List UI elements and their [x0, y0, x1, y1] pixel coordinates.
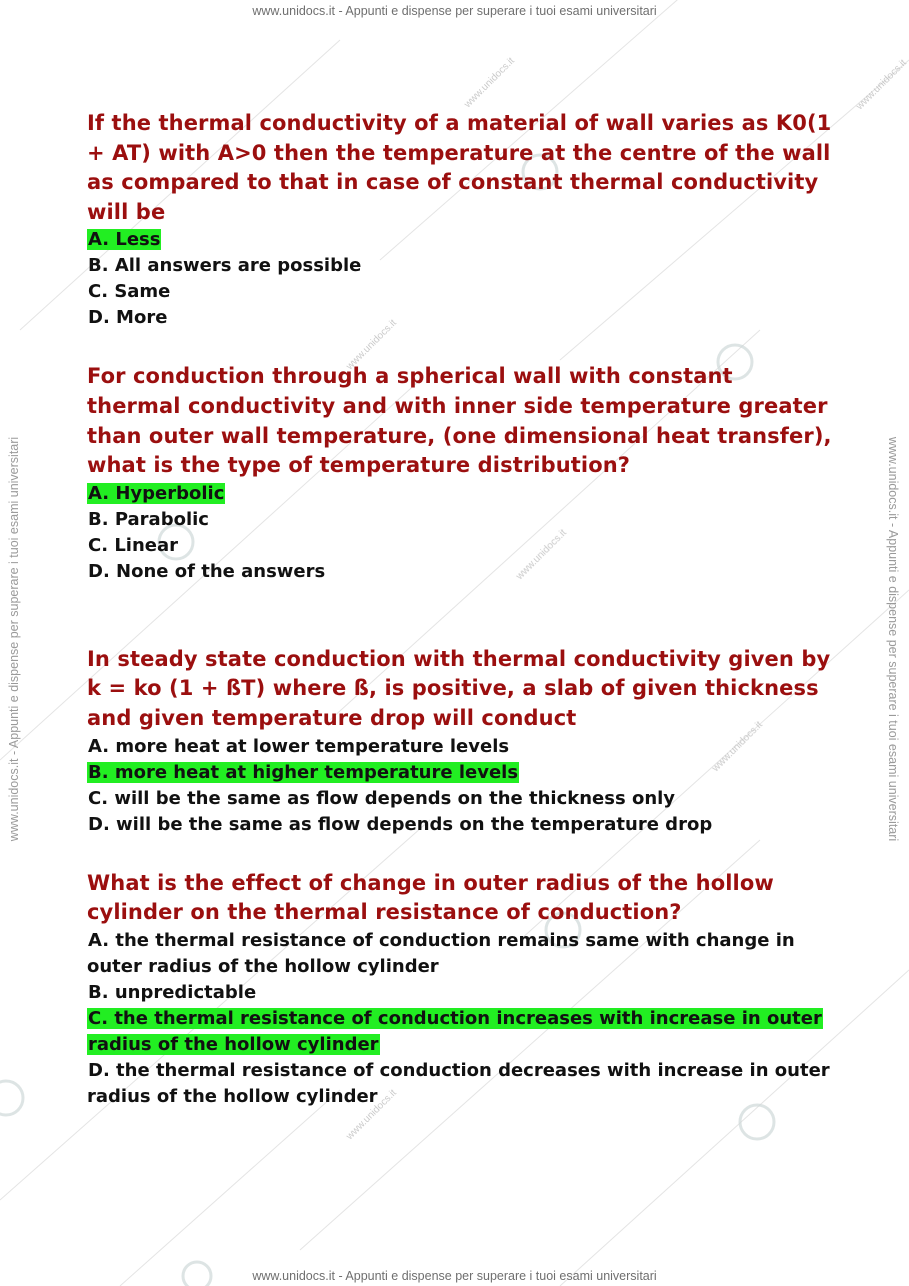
answer-option — [87, 812, 832, 838]
watermark-footer: www.unidocs.it - Appunti e dispense per superare i tuoi esami universitari — [252, 1269, 657, 1283]
question-3 — [87, 645, 832, 838]
svg-text:www.unidocs.it: www.unidocs.it — [344, 1087, 399, 1143]
answer-option — [87, 305, 832, 331]
answer-option — [87, 533, 832, 559]
answer-label: A. more heat at lower temperature levels — [88, 735, 510, 757]
question-text: For conduction through a spherical wall with constant thermal conductivity and with inner side temperature greater than outer wall temperature, (one dimensional heat transfer), what is the type of temperature distribution? — [87, 364, 832, 478]
spacer — [87, 585, 832, 645]
answer-option-correct — [87, 481, 832, 507]
question-2 — [87, 362, 832, 584]
watermark-side-right-text: www.unidocs.it - Appunti e dispense per superare i tuoi esami universitari — [886, 436, 900, 842]
answer-list — [87, 481, 832, 585]
watermark-header: www.unidocs.it - Appunti e dispense per superare i tuoi esami universitari — [252, 4, 657, 18]
answer-label: C. Same — [88, 281, 171, 303]
answer-label: D. the thermal resistance of conduction decreases with increase in outer radius of the hollow cylinder — [87, 1059, 830, 1107]
answer-label: A. Hyperbolic — [88, 482, 225, 504]
svg-text:www.unidocs.it: www.unidocs.it — [344, 317, 399, 373]
answer-option — [87, 279, 832, 305]
answer-label: C. Linear — [88, 534, 178, 556]
answer-option-correct — [87, 1006, 832, 1058]
answer-label: B. more heat at higher temperature levels — [88, 761, 519, 783]
answer-option — [87, 980, 832, 1006]
answer-label: C. the thermal resistance of conduction increases with increase in outer radius of the hollow cylinder — [88, 1007, 822, 1055]
answer-label: A. the thermal resistance of conduction remains same with change in outer radius of the hollow cylinder — [87, 929, 795, 977]
quiz-content — [87, 109, 832, 1110]
answer-label: B. unpredictable — [88, 981, 257, 1003]
question-4 — [87, 869, 832, 1110]
spacer — [87, 331, 832, 362]
answer-option-correct — [87, 227, 832, 253]
svg-text:www.unidocs.it: www.unidocs.it — [854, 57, 909, 113]
answer-label: D. will be the same as flow depends on the temperature drop — [88, 813, 713, 835]
answer-label: A. Less — [88, 229, 161, 251]
answer-option — [87, 786, 832, 812]
svg-text:www.unidocs.it: www.unidocs.it — [514, 527, 569, 583]
answer-option — [87, 253, 832, 279]
answer-list — [87, 734, 832, 838]
question-text: What is the effect of change in outer radius of the hollow cylinder on the thermal resistance of conduction? — [87, 870, 774, 925]
answer-label: B. All answers are possible — [88, 255, 362, 277]
watermark-side-left-text: www.unidocs.it - Appunti e dispense per superare i tuoi esami universitari — [7, 436, 21, 842]
svg-text:www.unidocs.it: www.unidocs.it — [710, 719, 765, 775]
answer-option — [87, 928, 832, 980]
question-text: If the thermal conductivity of a material of wall varies as K0(1 + AT) with A>0 then the temperature at the centre of the wall as compared to that in case of constant thermal conductivity will be — [87, 111, 832, 224]
answer-option-correct — [87, 760, 832, 786]
answer-list — [87, 928, 832, 1110]
answer-option — [87, 559, 832, 585]
answer-label: C. will be the same as flow depends on the thickness only — [88, 787, 676, 809]
answer-option — [87, 734, 832, 760]
question-text: In steady state conduction with thermal conductivity given by k = ko (1 + ßT) where ß, is positive, a slab of given thickness and given temperature drop will conduct — [87, 646, 831, 730]
answer-option — [87, 1058, 832, 1110]
answer-label: B. Parabolic — [88, 508, 209, 530]
answer-label: D. None of the answers — [88, 560, 326, 582]
spacer — [87, 838, 832, 869]
question-1 — [87, 109, 832, 331]
answer-label: D. More — [88, 307, 168, 329]
answer-list — [87, 227, 832, 331]
answer-option — [87, 507, 832, 533]
svg-text:www.unidocs.it: www.unidocs.it — [462, 55, 517, 111]
